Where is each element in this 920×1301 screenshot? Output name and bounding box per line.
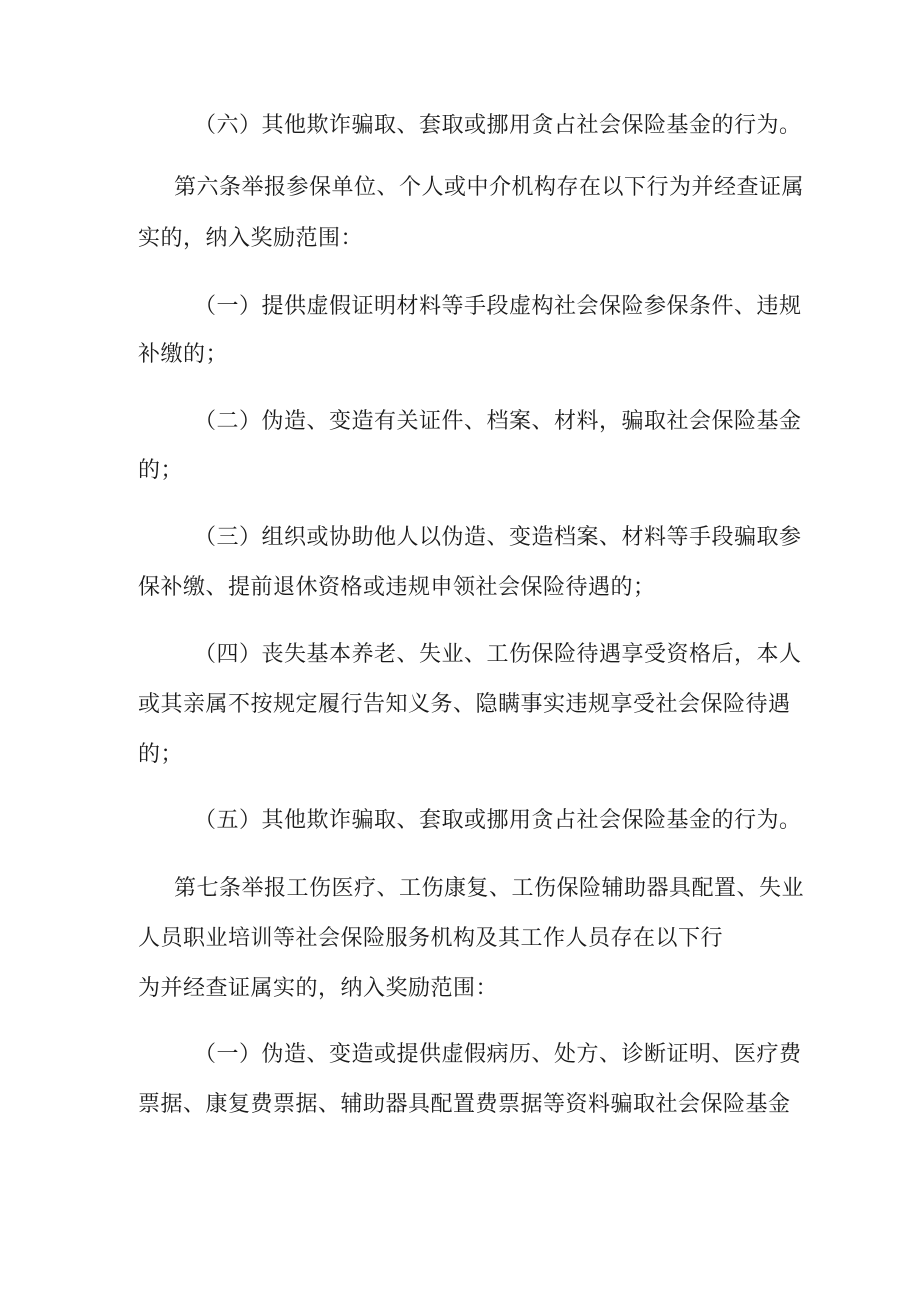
paragraph-line: 的； [138, 742, 184, 767]
paragraph-line: 或其亲属不按规定履行告知义务、隐瞒事实违规享受社会保险待遇 [138, 692, 791, 717]
article-heading-line: 第七条举报工伤医疗、工伤康复、工伤保险辅助器具配置、失业 [174, 876, 805, 901]
paragraph-line: 实的，纳入奖励范围： [138, 226, 364, 251]
paragraph-line: （四）丧失基本养老、失业、工伤保险待遇享受资格后，本人 [194, 642, 802, 667]
paragraph-line: 票据、康复费票据、辅助器具配置费票据等资料骗取社会保险基金 [138, 1092, 791, 1117]
paragraph-line: 补缴的； [138, 342, 229, 367]
paragraph-line: （六）其他欺诈骗取、套取或挪用贪占社会保险基金的行为。 [194, 113, 802, 138]
paragraph-line: （二）伪造、变造有关证件、档案、材料，骗取社会保险基金 [194, 409, 802, 434]
paragraph-line: （五）其他欺诈骗取、套取或挪用贪占社会保险基金的行为。 [194, 808, 802, 833]
paragraph-line: 保补缴、提前退休资格或违规申领社会保险待遇的； [138, 575, 656, 600]
paragraph-line: （一）提供虚假证明材料等手段虚构社会保险参保条件、违规 [194, 294, 802, 319]
paragraph-line: 人员职业培训等社会保险服务机构及其工作人员存在以下行 [138, 926, 724, 951]
paragraph-line: 为并经查证属实的，纳入奖励范围： [138, 976, 499, 1001]
paragraph-line: 的； [138, 458, 184, 483]
article-heading-line: 第六条举报参保单位、个人或中介机构存在以下行为并经查证属 [174, 175, 805, 200]
paragraph-line: （一）伪造、变造或提供虚假病历、处方、诊断证明、医疗费 [194, 1042, 802, 1067]
paragraph-line: （三）组织或协助他人以伪造、变造档案、材料等手段骗取参 [194, 525, 802, 550]
